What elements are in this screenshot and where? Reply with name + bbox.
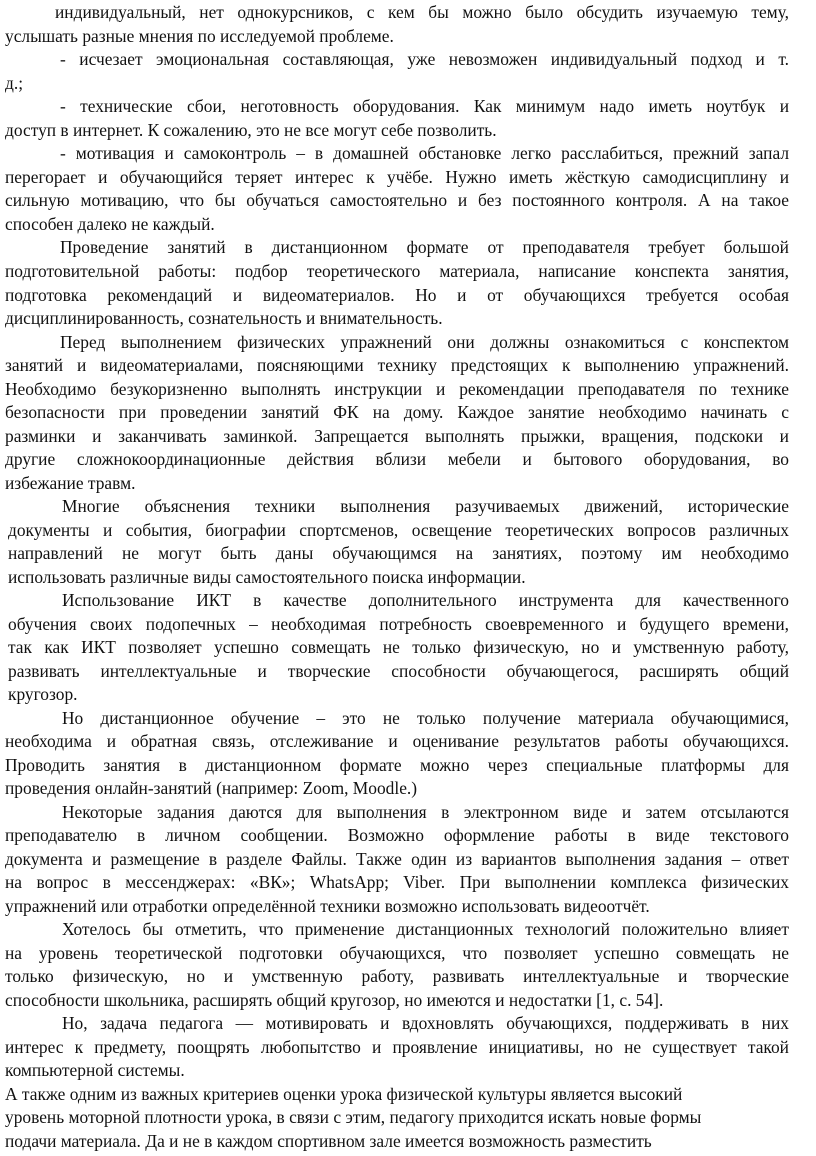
text-line: способен далеко не каждый. (5, 214, 215, 234)
text-line: подачи материала. Да и не в каждом спортивном зале имеется возможность разместить (5, 1131, 652, 1151)
text-line: развивать интеллектуальные и творческие способности обучающегося, расширять общий (8, 661, 789, 681)
text-line: Многие объяснения техники выполнения разучиваемых движений, исторические (62, 496, 789, 516)
text-line: проведения онлайн-занятий (например: Zoom, Moodle.) (5, 778, 418, 798)
text-line: подготовительной работы: подбор теоретического материала, написание конспекта занятия, (5, 261, 789, 281)
text-line: интерес к предмету, поощрять любопытство и проявление инициативы, но не существует такой (5, 1037, 789, 1057)
text-line: Хотелось бы отметить, что применение дистанционных технологий положительно влияет (62, 919, 789, 939)
text-line: А также одним из важных критериев оценки урока физической культуры является высокий (5, 1084, 683, 1104)
text-line: кругозор. (8, 684, 78, 704)
text-line: на вопрос в мессенджерах: «ВК»; WhatsApp; Viber. При выполнении комплекса физических (5, 872, 789, 892)
text-line: Использование ИКТ в качестве дополнительного инструмента для качественного (62, 590, 789, 610)
text-line: документы и события, биографии спортсменов, освещение теоретических вопросов различных (8, 520, 789, 540)
text-line: Проведение занятий в дистанционном формате от преподавателя требует большой (60, 237, 789, 257)
text-line: безопасности при проведении занятий ФК на дому. Каждое занятие необходимо начинать с (5, 402, 789, 422)
text-line: упражнений или отработки определённой техники возможно использовать видеоотчёт. (5, 896, 650, 916)
text-line: услышать разные мнения по исследуемой проблеме. (5, 26, 394, 46)
text-line: - исчезает эмоциональная составляющая, уже невозможен индивидуальный подход и т. (60, 49, 789, 69)
text-line: д.; (5, 73, 24, 93)
text-line: другие сложнокоординационные действия вблизи мебели и бытового оборудования, во (5, 449, 789, 469)
text-line: занятий и видеоматериалами, поясняющими технику предстоящих к выполнению упражнений. (5, 355, 789, 375)
text-line: - технические сбои, неготовность оборудования. Как минимум надо иметь ноутбук и (60, 96, 789, 116)
text-line: Но дистанционное обучение – это не только получение материала обучающимися, (62, 708, 789, 728)
text-line: избежание травм. (5, 473, 136, 493)
text-line: подготовка рекомендаций и видеоматериалов. Но и от обучающихся требуется особая (5, 285, 789, 305)
text-line: разминки и заканчивать заминкой. Запрещается выполнять прыжки, вращения, подскоки и (5, 426, 789, 446)
text-line: Некоторые задания даются для выполнения в электронном виде и затем отсылаются (62, 802, 789, 822)
text-line: Но, задача педагога — мотивировать и вдохновлять обучающихся, поддерживать в них (62, 1013, 789, 1033)
text-line: только физическую, но и умственную работу, развивать интеллектуальные и творческие (5, 966, 789, 986)
text-line: обучения своих подопечных – необходимая потребность своевременного и будущего времени, (8, 614, 789, 634)
text-line: сильную мотивацию, что бы обучаться самостоятельно и без постоянного контроля. А на такое (5, 190, 789, 210)
text-line: дисциплинированность, сознательность и внимательность. (5, 308, 443, 328)
text-line: использовать различные виды самостоятельного поиска информации. (8, 567, 526, 587)
text-line: перегорает и обучающийся теряет интерес к учёбе. Нужно иметь жёсткую самодисциплину и (5, 167, 789, 187)
text-line: доступ в интернет. К сожалению, это не все могут себе позволить. (5, 120, 497, 140)
text-line: на уровень теоретической подготовки обучающихся, что позволяет успешно совмещать не (5, 943, 789, 963)
text-line: Необходимо безукоризненно выполнять инструкции и рекомендации преподавателя по технике (5, 379, 789, 399)
text-line: уровень моторной плотности урока, в связи с этим, педагогу приходится искать новые формы (5, 1107, 702, 1127)
text-line: способности школьника, расширять общий кругозор, но имеются и недостатки [1, с. 54]. (5, 990, 664, 1010)
text-line: индивидуальный, нет однокурсников, с кем бы можно было обсудить изучаемую тему, (55, 2, 789, 22)
text-line: компьютерной системы. (5, 1060, 185, 1080)
text-line: Перед выполнением физических упражнений они должны ознакомиться с конспектом (60, 332, 789, 352)
text-line: так как ИКТ позволяет успешно совмещать не только физическую, но и умственную работу, (8, 637, 789, 657)
text-line: направлений не могут быть даны обучающимся на занятиях, поэтому им необходимо (8, 543, 789, 563)
text-line: - мотивация и самоконтроль – в домашней обстановке легко расслабиться, прежний запал (60, 143, 789, 163)
text-line: документа и размещение в разделе Файлы. Также один из вариантов выполнения задания – ответ (5, 849, 789, 869)
text-line: преподавателю в личном сообщении. Возможно оформление работы в виде текстового (5, 825, 789, 845)
text-line: необходима и обратная связь, отслеживание и оценивание результатов работы обучающихся. (5, 731, 789, 751)
text-line: Проводить занятия в дистанционном формате можно через специальные платформы для (5, 755, 789, 775)
